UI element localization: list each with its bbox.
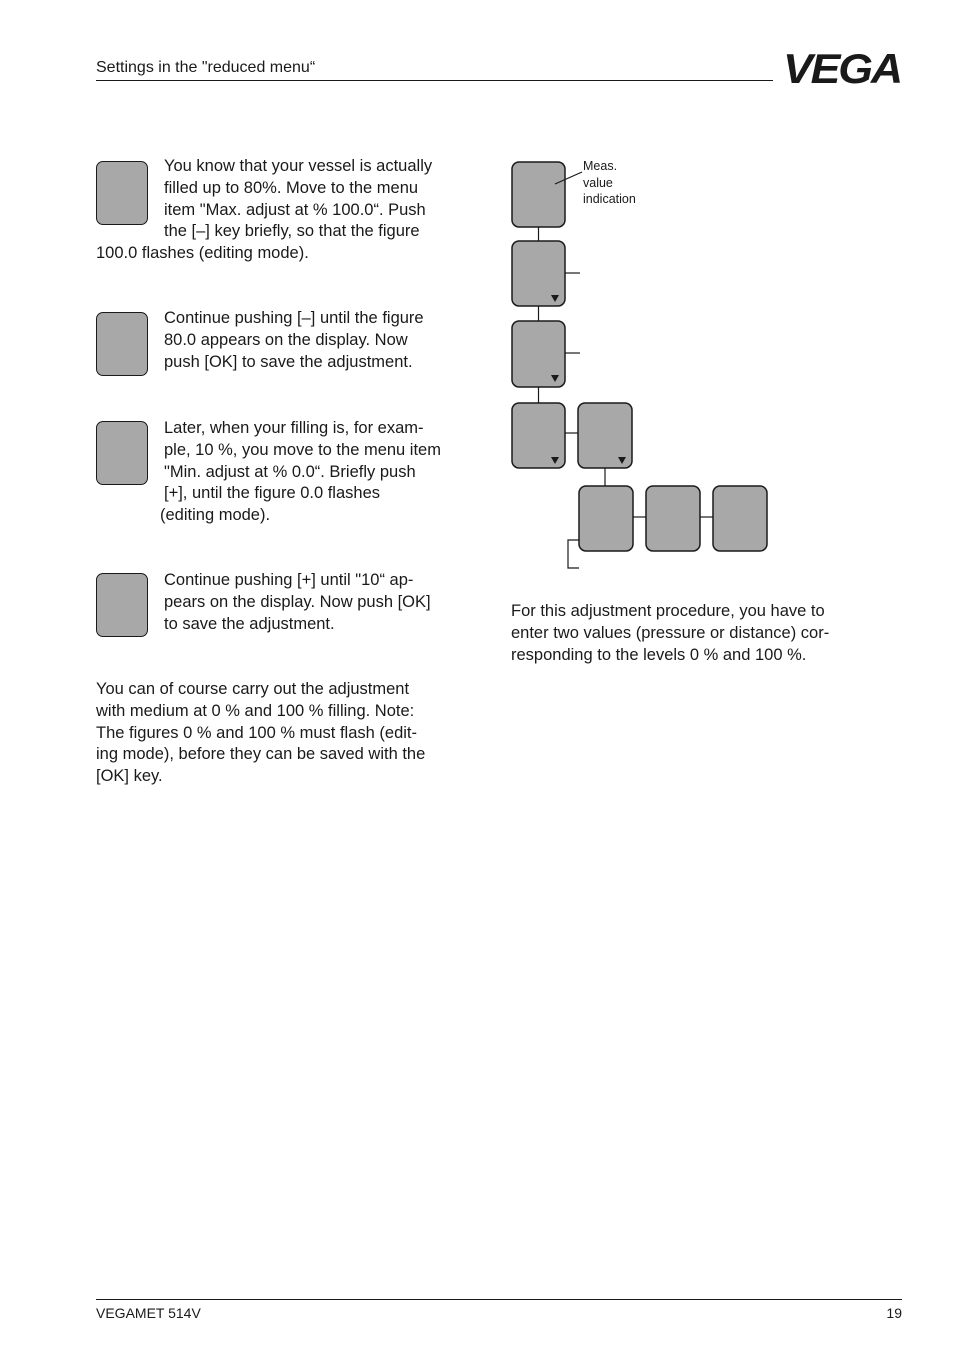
- menu-key-meas: [512, 162, 565, 227]
- page-number: 19: [886, 1305, 902, 1321]
- step-1-text: You know that your vessel is actually filled up to 80%. Move to the menu item "Max. adjust at % 100.0“. Push the [–] key briefly, so that the figure 100.0 flashes (editing mode).: [96, 157, 433, 263]
- meas-value-label: Meas. value indication: [583, 159, 636, 206]
- key-icon: [96, 421, 148, 485]
- right-column-text: For this adjustment procedure, you have to enter two values (pressure or distance) cor- responding to the levels 0 % and 100 %.: [511, 602, 830, 664]
- step-2-text: Continue pushing [–] until the figure 80.0 appears on the display. Now push [OK] to save the adjustment.: [164, 309, 424, 371]
- footer-model: VEGAMET 514V: [96, 1305, 201, 1321]
- key-icon: [96, 312, 148, 376]
- note-text: You can of course carry out the adjustment with medium at 0 % and 100 % filling. Note: The figures 0 % and 100 % must flash (edit- ing mode), before they can be saved with the [OK] key.: [96, 680, 426, 786]
- footer-rule: [96, 1299, 902, 1300]
- menu-key-sub-1: [579, 486, 633, 551]
- step-3-text: Later, when your filling is, for exam- ple, 10 %, you move to the menu item "Min. adjust at % 0.0“. Briefly push [+], until the figure 0.0 flashes (editing mode).: [160, 419, 441, 525]
- menu-diagram: [500, 150, 800, 580]
- step-4-text: Continue pushing [+] until "10“ ap- pears on the display. Now push [OK] to save the adjustment.: [164, 571, 431, 633]
- svg-text:VEGA: VEGA: [783, 50, 901, 86]
- menu-key-sub-3: [713, 486, 767, 551]
- menu-key-sub-2: [646, 486, 700, 551]
- key-icon: [96, 573, 148, 637]
- header-title: Settings in the "reduced menu“: [96, 59, 316, 76]
- vega-logo: [782, 50, 902, 86]
- key-icon: [96, 161, 148, 225]
- header-rule: [96, 80, 773, 81]
